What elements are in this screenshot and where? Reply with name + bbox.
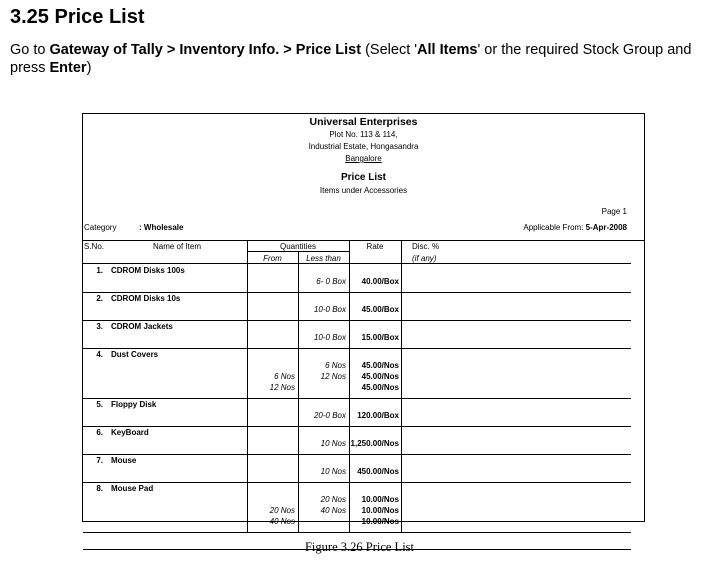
qty-from: 20 Nos: [269, 506, 295, 515]
item-name: KeyBoard: [111, 428, 149, 437]
page-number: Page 1: [601, 207, 627, 216]
col-disc: Disc. %: [412, 242, 440, 251]
item-sno: 4.: [96, 350, 103, 359]
figure-caption: Figure 3.26 Price List: [304, 540, 414, 554]
all-items-option: All Items: [417, 42, 478, 58]
item-rate: 10.00/Nos: [361, 506, 399, 515]
address-line-2: Industrial Estate, Hongasandra: [308, 142, 419, 151]
header-bottom-rule: [83, 263, 631, 264]
qty-less-than: 20-0 Box: [313, 411, 346, 420]
item-sno: 5.: [96, 400, 103, 409]
company-name: Universal Enterprises: [309, 116, 418, 128]
column-separator: [298, 251, 299, 532]
item-name: Mouse Pad: [111, 484, 154, 493]
row-rule: [83, 426, 631, 427]
qty-less-than: 10-0 Box: [313, 305, 346, 314]
applicable-label: Applicable From:: [523, 223, 584, 232]
category-value: : Wholesale: [139, 223, 184, 232]
applicable-date: 5-Apr-2008: [585, 223, 627, 232]
col-less-than: Less than: [306, 254, 341, 263]
col-quantities: Quantities: [279, 242, 317, 251]
item-rate: 45.00/Nos: [361, 361, 399, 370]
item-name: CDROM Disks 10s: [111, 294, 181, 303]
intro-part-3: ' or the required Stock Group and press: [10, 42, 692, 76]
qty-less-than: 20 Nos: [320, 495, 346, 504]
item-sno: 8.: [96, 484, 103, 493]
report-title: Price List: [340, 172, 387, 183]
address-line-3: Bangalore: [345, 154, 382, 163]
applicable-from: [523, 223, 627, 232]
address-line-1: Plot No. 113 & 114,: [329, 130, 398, 139]
item-sno: 6.: [96, 428, 103, 437]
column-separator: [247, 240, 248, 532]
qty-less-than: 10 Nos: [320, 439, 346, 448]
item-rate: 1,250.00/Nos: [350, 439, 399, 448]
item-rate: 45.00/Nos: [361, 383, 399, 392]
item-name: CDROM Disks 100s: [111, 266, 185, 275]
category-label: Category: [84, 223, 117, 232]
col-name: Name of Item: [152, 242, 201, 251]
item-rate: 45.00/Nos: [361, 372, 399, 381]
row-rule: [83, 348, 631, 349]
col-sno: S.No.: [84, 242, 105, 251]
price-list-report: [82, 113, 645, 526]
qty-from: 6 Nos: [274, 372, 295, 381]
enter-key: Enter: [49, 60, 87, 76]
item-rate: 40.00/Box: [361, 277, 399, 286]
row-rule: [83, 532, 631, 533]
section-heading: 3.25 Price List: [10, 6, 145, 28]
item-sno: 2.: [96, 294, 103, 303]
qty-less-than: 40 Nos: [320, 506, 346, 515]
intro-part-2: (Select ': [361, 42, 418, 58]
row-rule: [83, 320, 631, 321]
col-rate: Rate: [366, 242, 384, 251]
qty-less-than: 12 Nos: [320, 372, 346, 381]
report-subtitle: Items under Accessories: [319, 186, 408, 195]
item-sno: 3.: [96, 322, 103, 331]
row-rule: [83, 292, 631, 293]
item-name: Floppy Disk: [111, 400, 157, 409]
header-top-rule: [83, 240, 644, 241]
column-separator: [349, 240, 350, 532]
item-name: CDROM Jackets: [111, 322, 173, 331]
item-rate: 450.00/Nos: [357, 467, 399, 476]
item-rate: 45.00/Box: [361, 305, 399, 314]
qty-from: 12 Nos: [269, 383, 295, 392]
intro-part-4: ): [86, 60, 92, 76]
item-sno: 7.: [96, 456, 103, 465]
item-rate: 120.00/Box: [357, 411, 399, 420]
row-rule: [83, 398, 631, 399]
intro-text: [10, 41, 710, 77]
qty-less-than: 10 Nos: [320, 467, 346, 476]
row-rule: [83, 454, 631, 455]
item-name: Mouse: [111, 456, 137, 465]
qty-less-than: 6- 0 Box: [316, 277, 346, 286]
item-sno: 1.: [96, 266, 103, 275]
menu-path: Gateway of Tally > Inventory Info. > Price List: [49, 42, 362, 58]
col-from: From: [263, 254, 282, 263]
qty-less-than: 10-0 Box: [313, 333, 346, 342]
item-rate: 10.00/Nos: [361, 495, 399, 504]
intro-part-1: Go to: [10, 42, 50, 58]
item-rate: 15.00/Box: [361, 333, 399, 342]
item-name: Dust Covers: [111, 350, 159, 359]
row-rule: [83, 482, 631, 483]
qty-from: 40 Nos: [269, 517, 295, 526]
col-if-any: (if any): [412, 254, 437, 263]
item-rate: 10.00/Nos: [361, 517, 399, 526]
column-separator: [401, 240, 402, 532]
qty-less-than: 6 Nos: [325, 361, 346, 370]
